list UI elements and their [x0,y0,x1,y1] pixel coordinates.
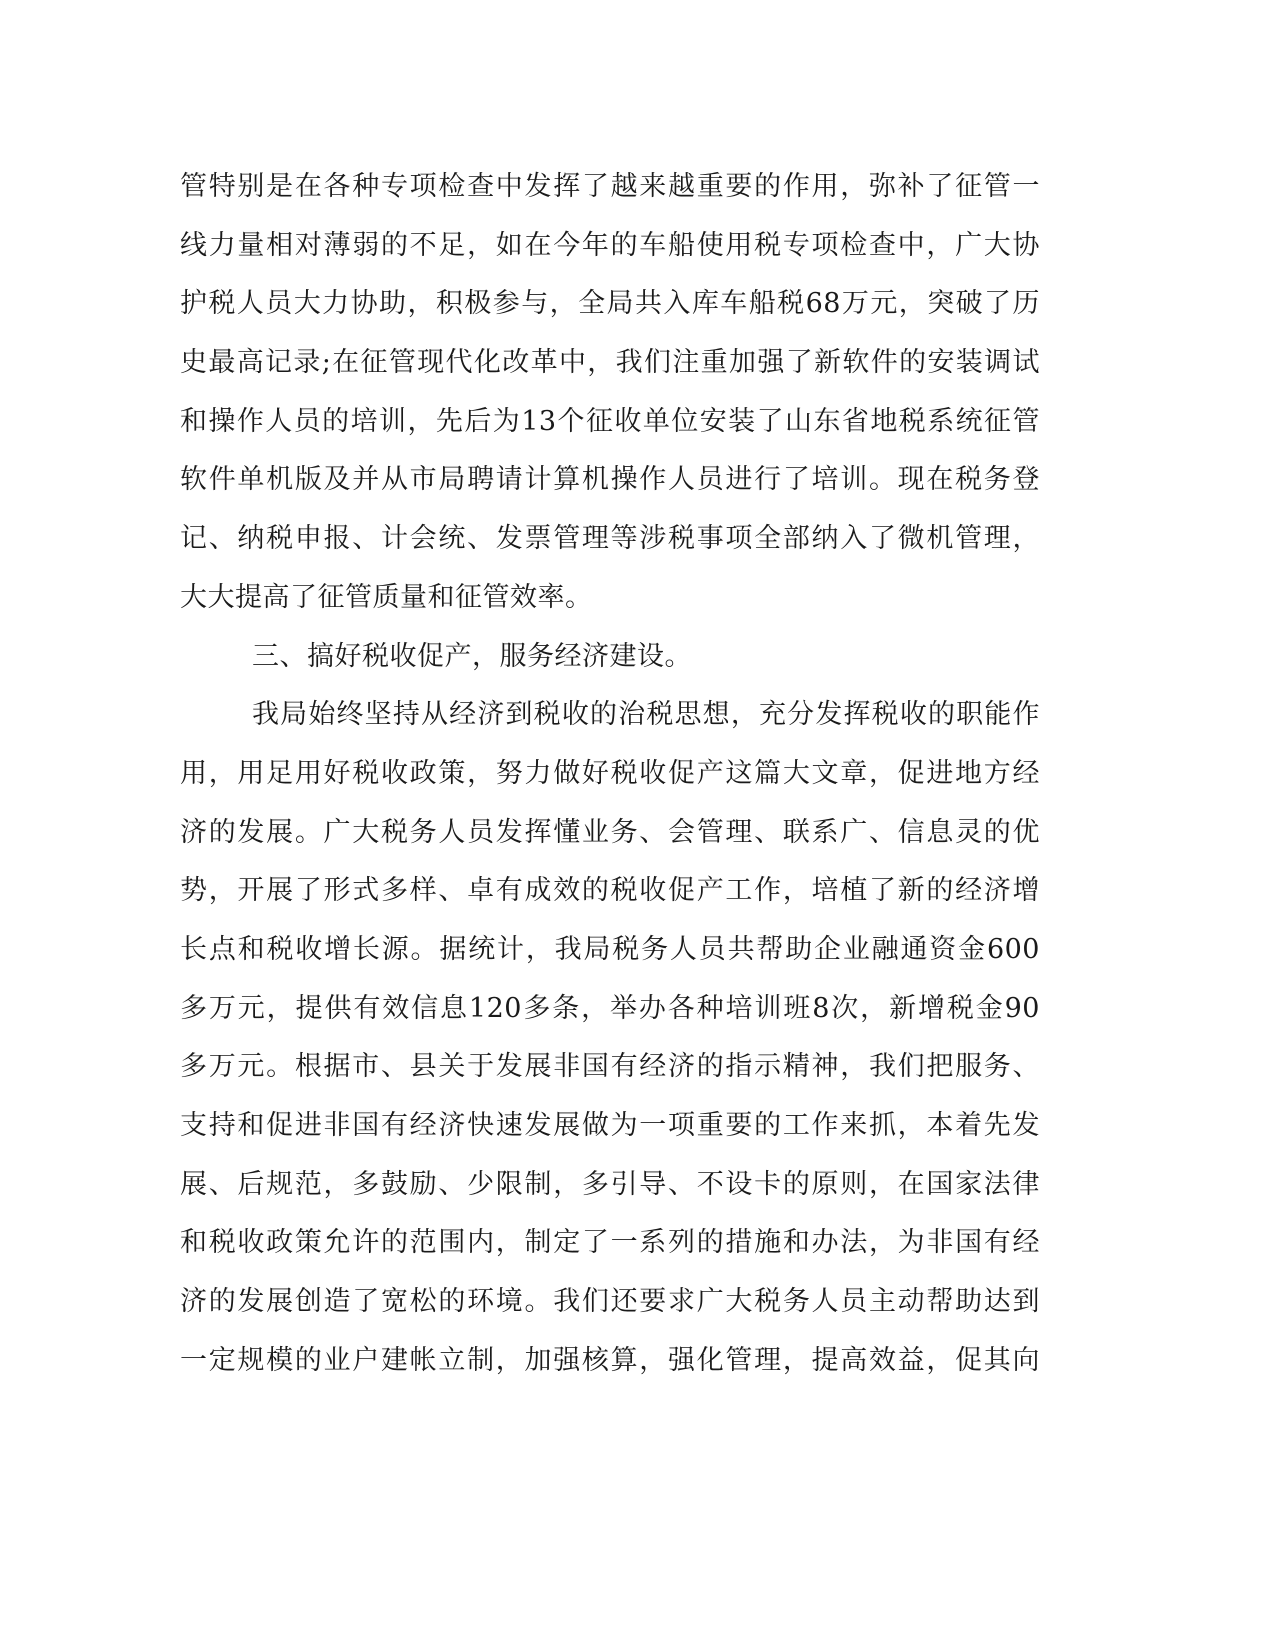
text-line: 展、后规范，多鼓励、少限制，多引导、不设卡的原则，在国家法律 [180,1168,1040,1200]
text-line: 多万元。根据市、县关于发展非国有经济的指示精神，我们把服务、 [180,1051,1040,1083]
text-line: 管特别是在各种专项检查中发挥了越来越重要的作用，弥补了征管一 [180,171,1040,202]
text-line: 和税收政策允许的范围内，制定了一系列的措施和办法，为非国有经 [180,1227,1040,1259]
text-line: 记、纳税申报、计会统、发票管理等涉税事项全部纳入了微机管理， [180,523,1040,555]
text-line: 和操作人员的培训，先后为13个征收单位安装了山东省地税系统征管 [180,405,1040,437]
section-heading: 三、搞好税收促产，服务经济建设。 [252,640,692,672]
text-line: 软件单机版及并从市局聘请计算机操作人员进行了培训。现在税务登 [180,464,1040,496]
text-line: 史最高记录;在征管现代化改革中，我们注重加强了新软件的安装调试 [180,347,1040,379]
text-line: 支持和促进非国有经济快速发展做为一项重要的工作来抓，本着先发 [180,1110,1040,1141]
text-line: 一定规模的业户建帐立制，加强核算，强化管理，提高效益，促其向 [180,1344,1040,1376]
text-line: 护税人员大力协助，积极参与，全局共入库车船税68万元，突破了历 [180,288,1040,320]
paragraph-first-line: 我局始终坚持从经济到税收的治税思想，充分发挥税收的职能作 [252,699,1040,731]
text-line: 济的发展。广大税务人员发挥懂业务、会管理、联系广、信息灵的优 [180,816,1040,848]
text-line: 用，用足用好税收政策，努力做好税收促产这篇大文章，促进地方经 [180,757,1040,789]
text-line: 多万元，提供有效信息120多条，举办各种培训班8次，新增税金90 [180,992,1040,1024]
document-body [180,158,1040,1390]
text-line: 线力量相对薄弱的不足，如在今年的车船使用税专项检查中，广大协 [180,229,1040,261]
text-line: 长点和税收增长源。据统计，我局税务人员共帮助企业融通资金600 [180,933,1040,965]
text-line: 济的发展创造了宽松的环境。我们还要求广大税务人员主动帮助达到 [180,1286,1040,1318]
paragraph-last-line: 大大提高了征管质量和征管效率。 [180,581,593,613]
text-line: 势，开展了形式多样、卓有成效的税收促产工作，培植了新的经济增 [180,875,1040,907]
